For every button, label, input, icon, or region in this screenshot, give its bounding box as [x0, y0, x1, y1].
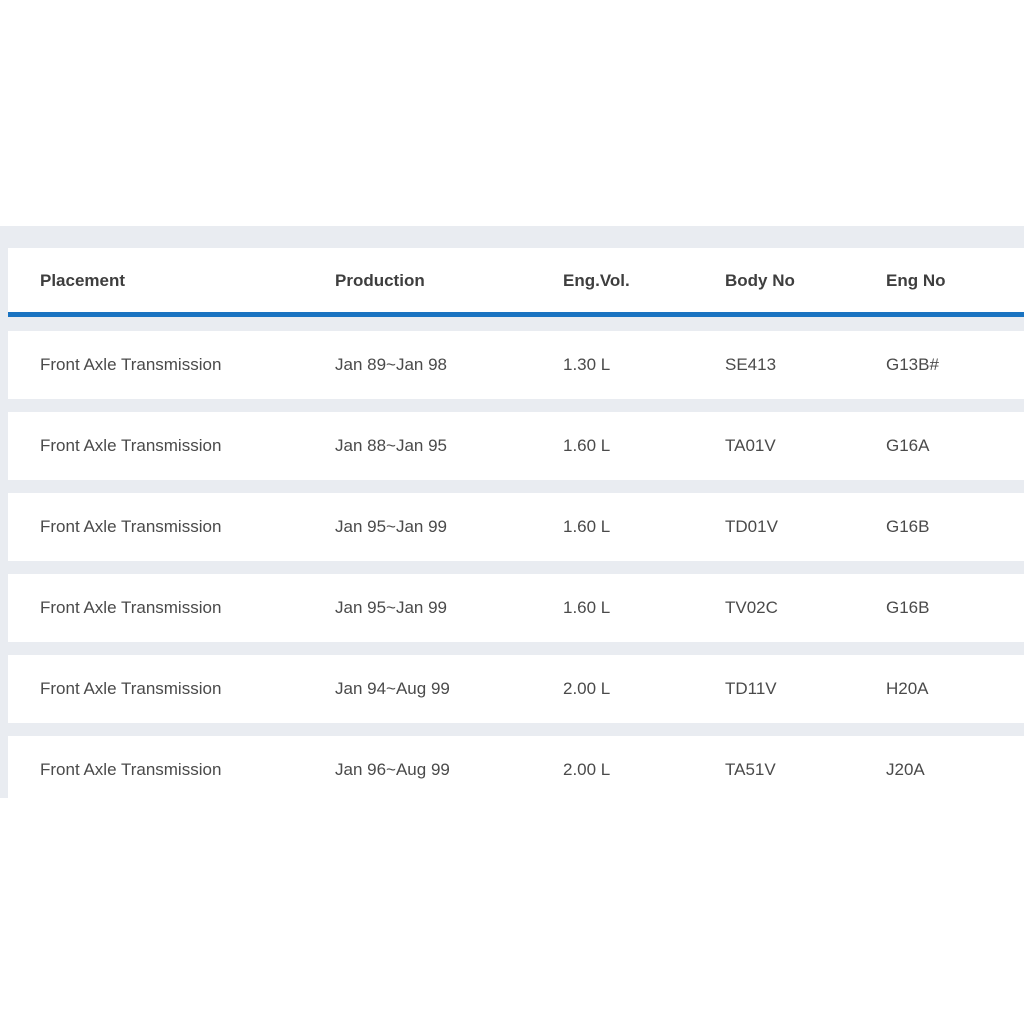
cell-eng-vol: 1.60 L	[563, 517, 611, 536]
cell-production: Jan 94~Aug 99	[335, 679, 450, 698]
cell-body-no: TD01V	[725, 517, 778, 536]
cell-eng-vol: 1.60 L	[563, 598, 611, 617]
table-row	[8, 493, 1024, 561]
table-row	[8, 655, 1024, 723]
column-header-eng-no[interactable]: Eng No	[886, 271, 946, 290]
cell-eng-vol: 2.00 L	[563, 760, 611, 779]
cell-placement: Front Axle Transmission	[40, 436, 222, 455]
table-row	[8, 412, 1024, 480]
cell-eng-vol: 1.30 L	[563, 355, 611, 374]
cell-placement: Front Axle Transmission	[40, 517, 222, 536]
cell-placement: Front Axle Transmission	[40, 355, 222, 374]
cell-placement: Front Axle Transmission	[40, 760, 222, 779]
cell-eng-no: J20A	[886, 760, 925, 779]
cell-body-no: SE413	[725, 355, 777, 374]
cell-eng-no: G16A	[886, 436, 930, 455]
cell-production: Jan 89~Jan 98	[335, 355, 448, 374]
cell-production: Jan 95~Jan 99	[335, 598, 448, 617]
cell-eng-vol: 1.60 L	[563, 436, 611, 455]
cell-production: Jan 88~Jan 95	[335, 436, 448, 455]
table-header	[8, 248, 1024, 314]
cell-eng-no: H20A	[886, 679, 929, 698]
vehicle-compatibility-table	[0, 226, 1024, 798]
table-row	[8, 331, 1024, 399]
cell-production: Jan 95~Jan 99	[335, 517, 448, 536]
cell-production: Jan 96~Aug 99	[335, 760, 450, 779]
cell-body-no: TA01V	[725, 436, 776, 455]
table-row	[8, 574, 1024, 642]
cell-eng-no: G16B	[886, 517, 930, 536]
column-header-eng-vol[interactable]: Eng.Vol.	[563, 271, 630, 290]
cell-body-no: TD11V	[725, 679, 777, 698]
cell-body-no: TV02C	[725, 598, 778, 617]
column-header-placement[interactable]: Placement	[40, 271, 126, 290]
cell-placement: Front Axle Transmission	[40, 679, 222, 698]
column-header-production[interactable]: Production	[335, 271, 425, 290]
cell-eng-vol: 2.00 L	[563, 679, 611, 698]
column-header-body-no[interactable]: Body No	[725, 271, 795, 290]
table-row	[8, 736, 1024, 798]
cell-eng-no: G16B	[886, 598, 930, 617]
cell-body-no: TA51V	[725, 760, 776, 779]
header-divider	[8, 312, 1024, 317]
cell-placement: Front Axle Transmission	[40, 598, 222, 617]
cell-eng-no: G13B#	[886, 355, 939, 374]
